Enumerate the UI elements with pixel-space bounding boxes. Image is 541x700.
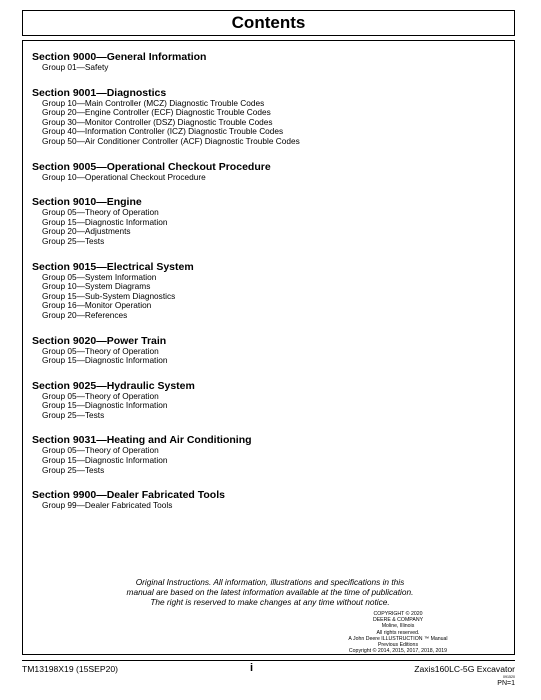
group-title: Operational Checkout Procedure bbox=[84, 171, 206, 182]
group-entry bbox=[32, 311, 502, 321]
group-title: Dealer Fabricated Tools bbox=[84, 500, 173, 511]
group-title: Main Controller (MCZ) Diagnostic Trouble Codes bbox=[84, 97, 265, 108]
group-title: Theory of Operation bbox=[84, 345, 159, 356]
group-title: Diagnostic Information bbox=[84, 455, 168, 466]
group-label: Group 30— bbox=[42, 116, 85, 127]
machine-model: Zaxis160LC-5G Excavator bbox=[414, 664, 515, 674]
section-title: General Information bbox=[106, 51, 207, 63]
group-entry bbox=[32, 173, 502, 183]
section-heading bbox=[32, 161, 502, 173]
toc-section bbox=[32, 489, 502, 511]
section-title: Electrical System bbox=[106, 260, 194, 273]
group-label: Group 10— bbox=[42, 171, 85, 182]
group-label: Group 50— bbox=[42, 135, 85, 146]
group-entry bbox=[32, 501, 502, 511]
section-title: Dealer Fabricated Tools bbox=[106, 489, 225, 502]
section-number: Section 9015— bbox=[32, 260, 107, 273]
group-label: Group 05— bbox=[42, 390, 85, 401]
group-entry bbox=[32, 63, 502, 73]
group-label: Group 20— bbox=[42, 107, 85, 118]
group-title: Tests bbox=[84, 235, 105, 246]
copyright-line: A John Deere ILLUSTRUCTION ™ Manual bbox=[348, 635, 448, 642]
group-label: Group 15— bbox=[42, 290, 85, 301]
group-label: Group 15— bbox=[42, 455, 85, 466]
group-title: References bbox=[84, 309, 128, 320]
group-title: Theory of Operation bbox=[84, 390, 159, 401]
group-entry bbox=[32, 466, 502, 476]
group-label: Group 05— bbox=[42, 445, 85, 456]
group-title: Monitor Controller (DSZ) Diagnostic Trouble Codes bbox=[84, 116, 273, 127]
section-number: Section 9900— bbox=[32, 489, 107, 502]
group-label: Group 40— bbox=[42, 126, 85, 137]
toc-section bbox=[32, 434, 502, 475]
table-of-contents bbox=[32, 51, 502, 525]
group-title: Monitor Operation bbox=[84, 300, 152, 311]
group-title: Diagnostic Information bbox=[84, 216, 168, 227]
group-label: Group 25— bbox=[42, 409, 85, 420]
copyright-line: DEERE & COMPANY bbox=[372, 617, 424, 624]
section-number: Section 9031— bbox=[32, 434, 107, 447]
group-title: Sub-System Diagnostics bbox=[84, 290, 176, 301]
copyright-line: COPYRIGHT © 2020 bbox=[373, 611, 423, 617]
group-title: Air Conditioner Controller (ACF) Diagnostic Trouble Codes bbox=[84, 135, 300, 146]
section-heading bbox=[32, 87, 502, 99]
group-title: Safety bbox=[84, 62, 109, 72]
group-title: Diagnostic Information bbox=[84, 400, 168, 411]
group-label: Group 25— bbox=[42, 464, 85, 475]
group-title: Tests bbox=[84, 464, 105, 475]
group-title: Theory of Operation bbox=[84, 445, 159, 456]
page-number: i bbox=[250, 662, 254, 674]
group-label: Group 01— bbox=[42, 62, 85, 72]
section-number: Section 9000— bbox=[32, 51, 107, 63]
section-number: Section 9020— bbox=[32, 334, 107, 347]
page-title: Contents bbox=[22, 10, 515, 36]
group-title: System Information bbox=[84, 271, 157, 282]
group-label: Group 15— bbox=[42, 400, 85, 411]
section-title: Heating and Air Conditioning bbox=[106, 434, 252, 447]
group-label: Group 20— bbox=[42, 309, 85, 320]
group-title: Adjustments bbox=[84, 226, 131, 237]
group-entry bbox=[32, 137, 502, 147]
section-title: Engine bbox=[106, 196, 142, 209]
section-number: Section 9001— bbox=[32, 86, 107, 99]
copyright-block bbox=[306, 611, 490, 654]
group-label: Group 15— bbox=[42, 216, 85, 227]
group-label: Group 10— bbox=[42, 281, 85, 292]
toc-section bbox=[32, 335, 502, 366]
toc-section bbox=[32, 87, 502, 147]
group-title: System Diagrams bbox=[84, 281, 151, 292]
section-number: Section 9010— bbox=[32, 196, 107, 209]
group-label: Group 05— bbox=[42, 207, 85, 218]
group-entry bbox=[32, 356, 502, 366]
toc-section bbox=[32, 261, 502, 321]
section-title: Power Train bbox=[106, 334, 167, 347]
group-title: Information Controller (ICZ) Diagnostic Trouble Codes bbox=[84, 126, 284, 137]
original-instructions-notice bbox=[80, 577, 460, 607]
group-title: Engine Controller (ECF) Diagnostic Trouble Codes bbox=[84, 107, 271, 118]
toc-section bbox=[32, 51, 502, 73]
section-number: Section 9025— bbox=[32, 379, 107, 392]
section-title: Operational Checkout Procedure bbox=[106, 160, 271, 173]
group-entry bbox=[32, 411, 502, 421]
copyright-line: All rights reserved. bbox=[376, 629, 420, 636]
section-title: Hydraulic System bbox=[106, 379, 195, 392]
footer-code: 091520 bbox=[503, 675, 515, 679]
page-footer bbox=[22, 660, 515, 692]
toc-section bbox=[32, 196, 502, 246]
copyright-line: Moline, Illinois bbox=[381, 623, 415, 630]
toc-section bbox=[32, 380, 502, 421]
section-heading bbox=[32, 335, 502, 347]
group-label: Group 10— bbox=[42, 97, 85, 108]
group-entry bbox=[32, 237, 502, 247]
copyright-line: Previous Editions bbox=[377, 642, 419, 649]
group-label: Group 05— bbox=[42, 271, 85, 282]
group-label: Group 05— bbox=[42, 345, 85, 356]
group-label: Group 16— bbox=[42, 300, 85, 311]
group-title: Diagnostic Information bbox=[84, 355, 168, 366]
pn-number: PN=1 bbox=[497, 680, 515, 687]
notice-line: manual are based on the latest information available at the time of publication. bbox=[126, 587, 414, 597]
toc-section bbox=[32, 161, 502, 183]
notice-line: The right is reserved to make changes at any time without notice. bbox=[150, 597, 390, 607]
group-label: Group 15— bbox=[42, 355, 85, 366]
section-number: Section 9005— bbox=[32, 160, 107, 173]
group-label: Group 20— bbox=[42, 226, 85, 237]
group-title: Tests bbox=[84, 409, 105, 420]
section-heading bbox=[32, 380, 502, 392]
section-title: Diagnostics bbox=[106, 86, 167, 99]
notice-line: Original Instructions. All information, illustrations and specifications in this bbox=[135, 577, 405, 587]
document-id: TM13198X19 (15SEP20) bbox=[22, 664, 119, 674]
copyright-line: Copyright © 2014, 2015, 2017, 2018, 2019 bbox=[348, 648, 448, 655]
group-label: Group 99— bbox=[42, 500, 85, 511]
section-heading bbox=[32, 261, 502, 273]
group-title: Theory of Operation bbox=[84, 207, 159, 218]
group-label: Group 25— bbox=[42, 235, 85, 246]
